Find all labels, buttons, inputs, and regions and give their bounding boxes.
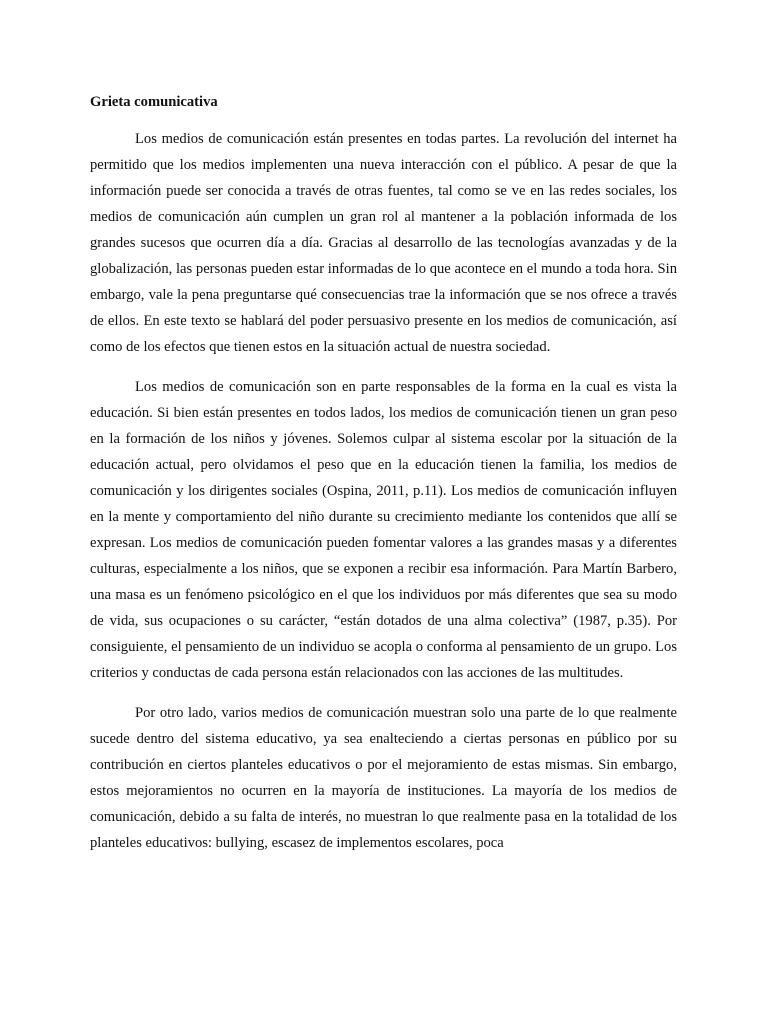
paragraph-1: Los medios de comunicación están presentes en todas partes. La revolución del internet ha permitido que los medios implementen una nueva interacción con el público. A pesar de que la información puede ser conocida a través de otras fuentes, tal como se ve en las redes sociales, los medios de comunicación aún cumplen un gran rol al mantener a la población informada de los grandes sucesos que ocurren día a día. Gracias al desarrollo de las tecnologías avanzadas y de la globalización, las personas pueden estar informadas de lo que acontece en el mundo a toda hora. Sin embargo, vale la pena preguntarse qué consecuencias trae la información que se nos ofrece a través de ellos. En este texto se hablará del poder persuasivo presente en los medios de comunicación, así como de los efectos que tienen estos en la situación actual de nuestra sociedad. (90, 131, 677, 355)
document-title: Grieta comunicativa (90, 94, 218, 110)
paragraph-3: Por otro lado, varios medios de comunicación muestran solo una parte de lo que realmente sucede dentro del sistema educativo, ya sea enalteciendo a ciertas personas en público por su contribución en ciertos planteles educativos o por el mejoramiento de estas mismas. Sin embargo, estos mejoramientos no ocurren en la mayoría de instituciones. La mayoría de los medios de comunicación, debido a su falta de interés, no muestran lo que realmente pasa en la totalidad de los planteles educativos: bullying, escasez de implementos escolares, poca (90, 705, 677, 851)
document-body (90, 92, 677, 856)
paragraph-2: Los medios de comunicación son en parte responsables de la forma en la cual es vista la educación. Si bien están presentes en todos lados, los medios de comunicación tienen un gran peso en la formación de los niños y jóvenes. Solemos culpar al sistema escolar por la situación de la educación actual, pero olvidamos el peso que en la educación tienen la familia, los medios de comunicación y los dirigentes sociales (Ospina, 2011, p.11). Los medios de comunicación influyen en la mente y comportamiento del niño durante su crecimiento mediante los contenidos que allí se expresan. Los medios de comunicación pueden fomentar valores a las grandes masas y a diferentes culturas, especialmente a los niños, que se exponen a recibir esa información. Para Martín Barbero, una masa es un fenómeno psicológico en el que los individuos por más diferentes que sea su modo de vida, sus ocupaciones o su carácter, “están dotados de una alma colectiva” (1987, p.35). Por consiguiente, el pensamiento de un individuo se acopla o conforma al pensamiento de un grupo. Los criterios y conductas de cada persona están relacionados con las acciones de las multitudes. (90, 379, 677, 681)
